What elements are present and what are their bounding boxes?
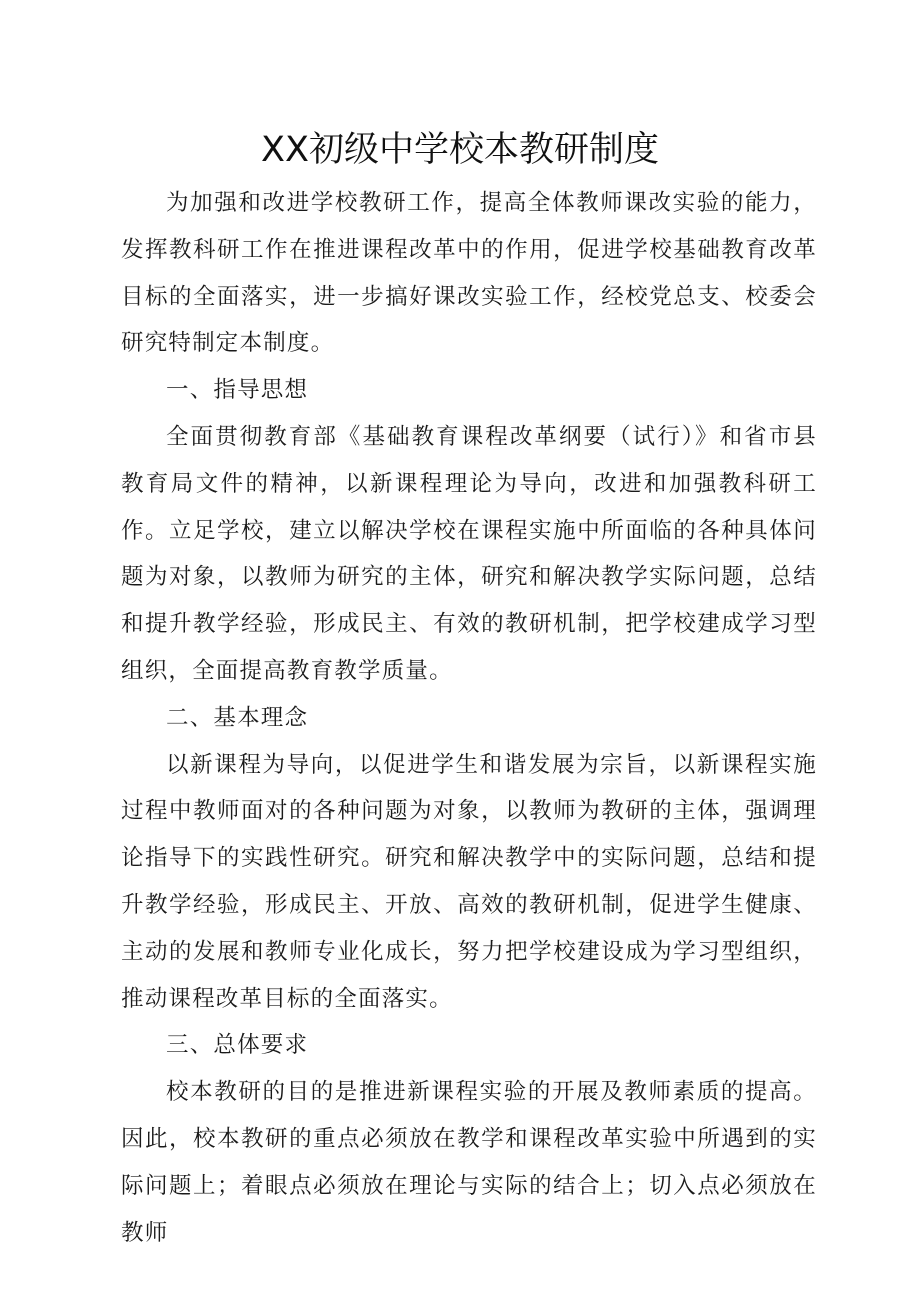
section-paragraph-guiding-ideology: 全面贯彻教育部《基础教育课程改革纲要（试行）》和省市县教育局文件的精神，以新课程理论为导向，改进和加强教科研工作。立足学校，建立以解决学校在课程实施中所面临的各种具体问题为对象，以教师为研究的主体，研究和解决教学实际问题，总结和提升教学经验，形成民主、有效的教研机制，把学校建成学习型组织，全面提高教育教学质量。: [121, 423, 817, 684]
intro-paragraph: 为加强和改进学校教研工作，提高全体教师课改实验的能力，发挥教科研工作在推进课程改革中的作用，促进学校基础教育改革目标的全面落实，进一步搞好课改实验工作，经校党总支、校委会研究特制定本制度。: [121, 190, 817, 357]
section-paragraph-basic-concepts: 以新课程为导向，以促进学生和谐发展为宗旨，以新课程实施过程中教师面对的各种问题为对象，以教师为教研的主体，强调理论指导下的实践性研究。研究和解决教学中的实际问题，总结和提升教学经验，形成民主、开放、高效的教研机制，促进学生健康、主动的发展和教师专业化成长，努力把学校建设成为学习型组织，推动课程改革目标的全面落实。: [121, 751, 817, 1012]
document-body: [121, 180, 817, 1256]
section-heading-basic-concepts: 二、基本理念: [166, 704, 309, 731]
section-heading-general-requirements: 三、总体要求: [166, 1032, 309, 1059]
document-title: XX初级中学校本教研制度: [261, 130, 659, 170]
section-paragraph-general-requirements: 校本教研的目的是推进新课程实验的开展及教师素质的提高。因此，校本教研的重点必须放在教学和课程改革实验中所遇到的实际问题上；着眼点必须放在理论与实际的结合上；切入点必须放在教师: [121, 1079, 817, 1246]
section-heading-guiding-ideology: 一、指导思想: [166, 377, 309, 404]
